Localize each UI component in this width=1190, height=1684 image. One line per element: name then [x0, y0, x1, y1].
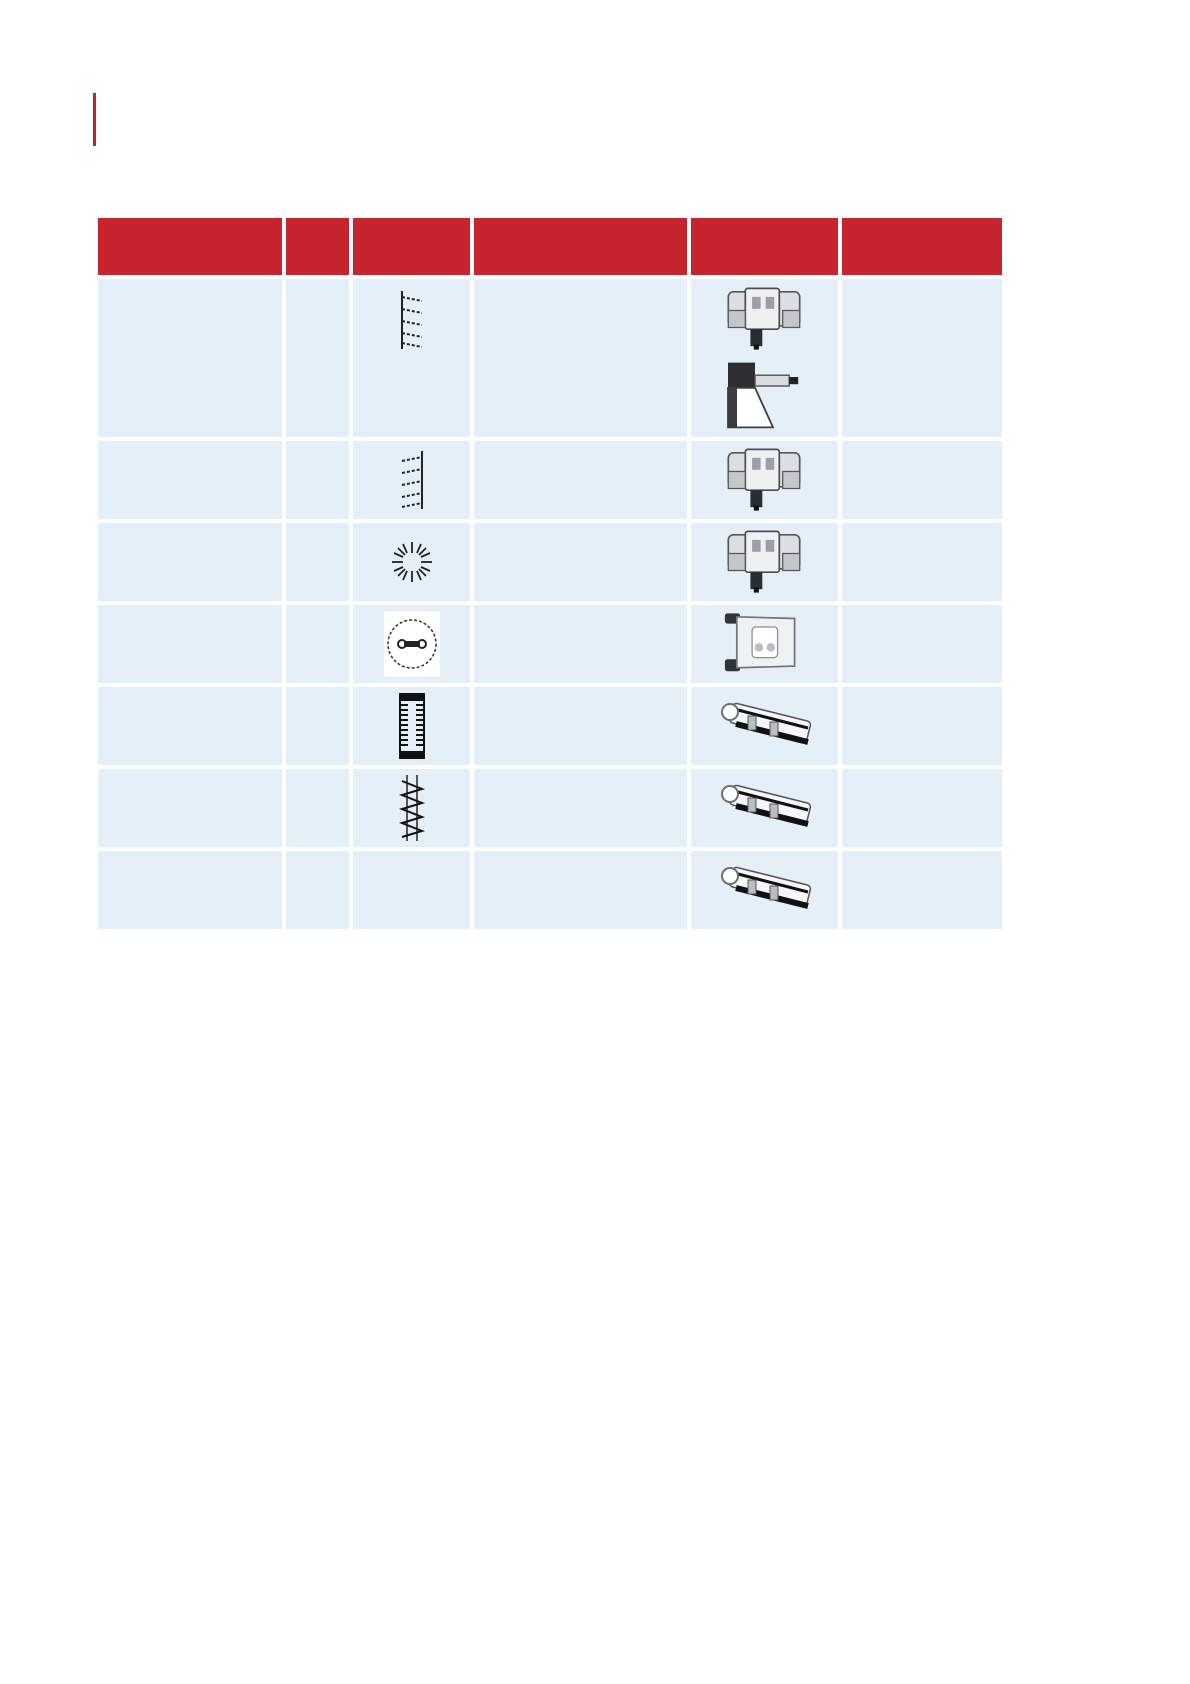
cell-foot	[691, 687, 838, 765]
blind-hem-foot-icon	[719, 359, 809, 431]
cell-symbol	[353, 279, 470, 437]
cell-name	[98, 279, 282, 437]
cell-name	[98, 851, 282, 929]
buttonhole-foot-icon	[714, 860, 814, 920]
header-application	[474, 218, 687, 275]
cell-symbol	[353, 687, 470, 765]
header-presser-foot	[691, 218, 838, 275]
cell-number	[286, 523, 349, 601]
cell-foot	[691, 851, 838, 929]
table-header-row	[98, 218, 1002, 275]
header-notes	[842, 218, 1002, 275]
cell-application	[474, 279, 687, 437]
table-row	[98, 769, 1002, 847]
corded-buttonhole-stitch-icon	[396, 773, 428, 843]
presser-foot-metal-icon	[716, 285, 812, 353]
cell-symbol	[353, 851, 470, 929]
cell-number	[286, 851, 349, 929]
cell-number	[286, 279, 349, 437]
cell-foot	[691, 523, 838, 601]
cell-notes	[842, 523, 1002, 601]
accent-rule	[93, 93, 96, 146]
cell-notes	[842, 769, 1002, 847]
cell-name	[98, 523, 282, 601]
stretch-blind-hem-stitch-icon	[392, 449, 432, 511]
buttonhole-stitch-icon	[398, 692, 426, 760]
cell-symbol	[353, 605, 470, 683]
cell-application	[474, 605, 687, 683]
cell-name	[98, 687, 282, 765]
cell-number	[286, 605, 349, 683]
cell-number	[286, 687, 349, 765]
cell-notes	[842, 851, 1002, 929]
cell-name	[98, 605, 282, 683]
header-stitch-name	[98, 218, 282, 275]
table-row	[98, 605, 1002, 683]
blind-hem-stitch-icon	[392, 289, 432, 351]
cell-name	[98, 441, 282, 519]
header-stitch-symbol	[353, 218, 470, 275]
cell-symbol	[353, 769, 470, 847]
cell-name	[98, 769, 282, 847]
stitch-table	[94, 214, 1006, 933]
button-sew-stitch-icon	[384, 611, 440, 677]
cell-foot	[691, 605, 838, 683]
table-row	[98, 687, 1002, 765]
cell-application	[474, 441, 687, 519]
cell-application	[474, 769, 687, 847]
cell-notes	[842, 279, 1002, 437]
cell-foot	[691, 441, 838, 519]
table-row	[98, 279, 1002, 437]
table-row	[98, 523, 1002, 601]
cell-number	[286, 769, 349, 847]
cell-notes	[842, 441, 1002, 519]
cell-application	[474, 687, 687, 765]
cell-number	[286, 441, 349, 519]
eyelet-stitch-icon	[388, 538, 436, 586]
cell-symbol	[353, 441, 470, 519]
cell-symbol	[353, 523, 470, 601]
cell-application	[474, 523, 687, 601]
cell-application	[474, 851, 687, 929]
cell-notes	[842, 687, 1002, 765]
button-sewing-foot-icon	[719, 610, 809, 678]
cell-foot	[691, 279, 838, 437]
presser-foot-metal-icon	[716, 528, 812, 596]
header-stitch-number	[286, 218, 349, 275]
cell-notes	[842, 605, 1002, 683]
buttonhole-foot-icon	[714, 778, 814, 838]
table-row	[98, 851, 1002, 929]
buttonhole-foot-icon	[714, 696, 814, 756]
cell-foot	[691, 769, 838, 847]
table-row	[98, 441, 1002, 519]
presser-foot-metal-icon	[716, 446, 812, 514]
